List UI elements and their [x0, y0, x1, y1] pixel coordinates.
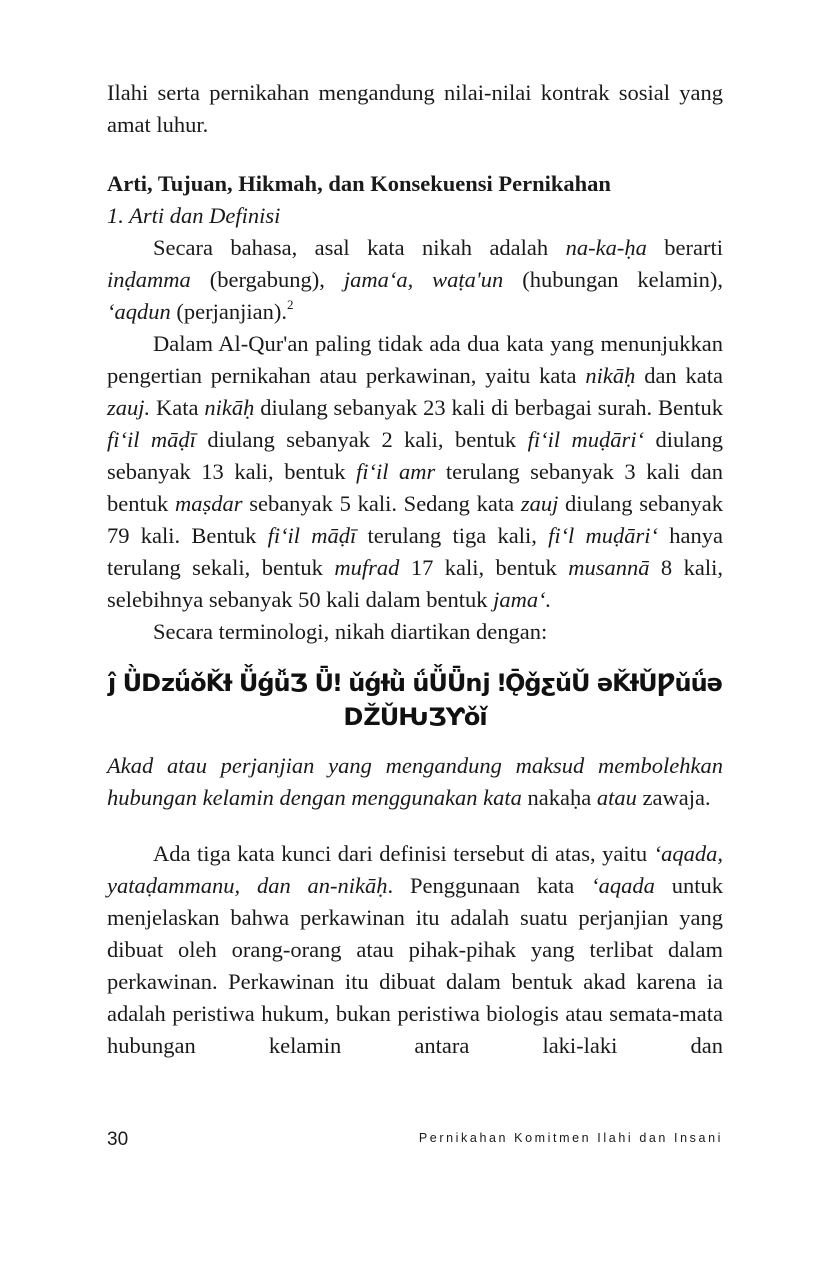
page-footer: [107, 1125, 723, 1155]
definition-translation: Akad atau perjanjian yang mengandung maksud membolehkan hubungan kelamin dengan menggunakan kata nakaḥa atau zawaja.: [107, 753, 723, 810]
running-title: Pernikahan Komitmen Ilahi dan Insani: [418, 1131, 723, 1145]
footnote-marker: 2: [286, 296, 294, 312]
paragraph-etymology: Secara bahasa, asal kata nikah adalah na-ka-ḥa berarti inḍamma (bergabung), jama‘a, waṭa'un (hubungan kelamin), ‘aqdun (perjanjian).$^2$: [107, 235, 723, 324]
intro-paragraph: Ilahi serta pernikahan mengandung nilai-nilai kontrak sosial yang amat luhur.: [107, 80, 723, 137]
page-content: [107, 77, 723, 1062]
page-number: 30: [107, 1129, 129, 1150]
paragraph-key-words: Ada tiga kata kunci dari definisi tersebut di atas, yaitu ‘aqada, yataḍammanu, dan an-nikāḥ. Penggunaan kata ‘aqada untuk menjelaskan bahwa perkawinan itu adalah suatu perjanjian yang dibuat oleh orang-orang atau pihak-pihak yang terlibat dalam perkawinan. Perkawinan itu dibuat dalam bentuk akad karena ia adalah peristiwa hukum, bukan peristiwa biologis atau semata-mata hubungan kelamin antara laki-laki dan: [107, 841, 723, 1058]
section-heading: Arti, Tujuan, Hikmah, dan Konsekuensi Pernikahan: [107, 171, 611, 196]
subsection-heading: 1. Arti dan Definisi: [107, 203, 281, 228]
paragraph-terminology: Secara terminologi, nikah diartikan dengan:: [153, 619, 548, 644]
paragraph-quran-terms: Dalam Al-Qur'an paling tidak ada dua kata yang menunjukkan pengertian pernikahan atau perkawinan, yaitu kata nikāḥ dan kata zauj. Kata nikāḥ diulang sebanyak 23 kali di berbagai surah. Bentuk fi‘il māḍī diulang sebanyak 2 kali, bentuk fi‘il muḍāri‘ diulang sebanyak 13 kali, bentuk fi‘il amr terulang sebanyak 3 kali dan bentuk maṣdar sebanyak 5 kali. Sedang kata zauj diulang sebanyak 79 kali. Bentuk fi‘il māḍī terulang tiga kali, fi‘l muḍāri‘ hanya terulang sekali, bentuk mufrad 17 kali, bentuk musannā 8 kali, selebihnya sebanyak 50 kali dalam bentuk jama‘.: [107, 331, 724, 612]
arabic-definition: ĵ ǛǲǘǒǨƗ ǙǵǚƷ Ǖǃ ǔǵƗǜ ǘǙǕǌ ǃǬǧƹǔǓ ǝǨƗǓǷǔǘǝ ǄǓǶƷƳǒǐ: [108, 669, 722, 731]
